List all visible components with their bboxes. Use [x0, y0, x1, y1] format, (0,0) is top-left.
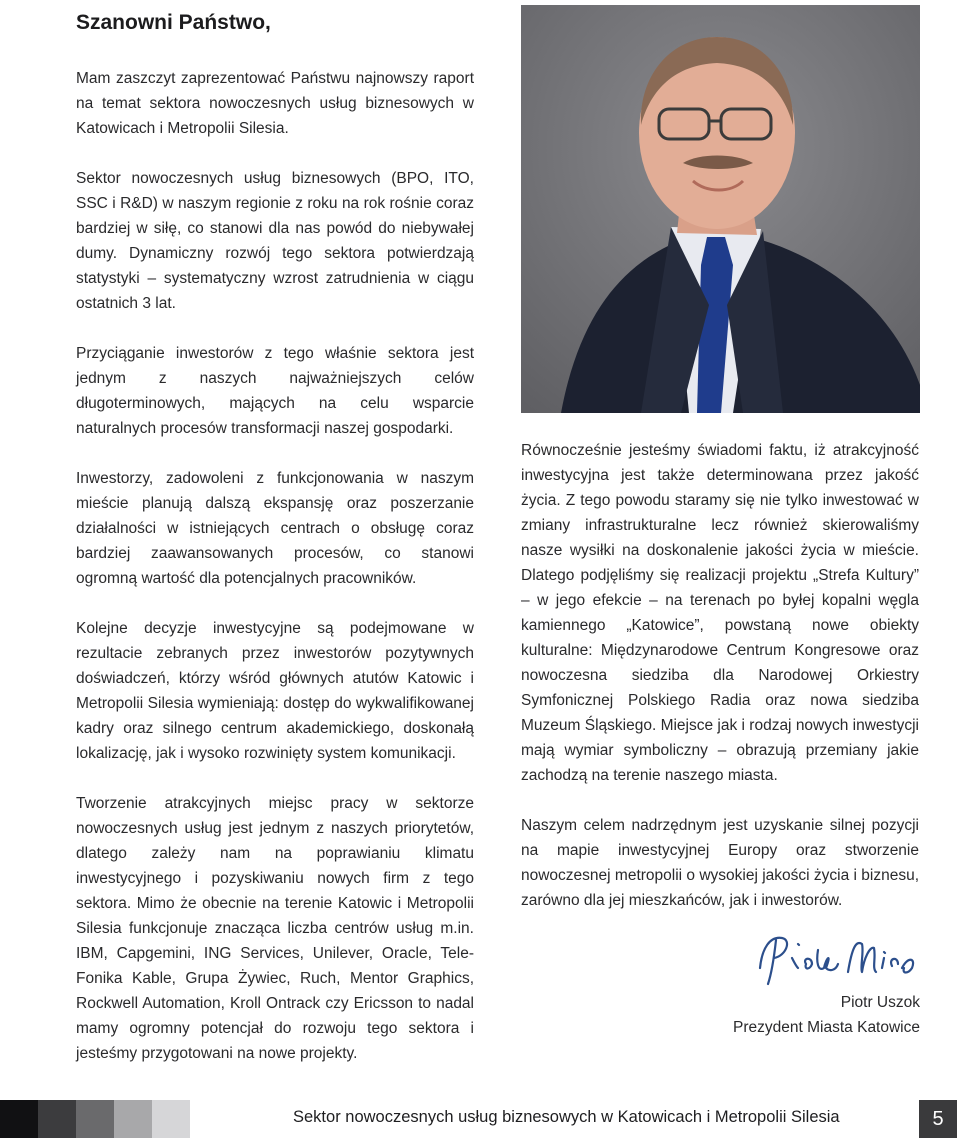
page-number: 5	[919, 1100, 957, 1138]
swatch	[152, 1100, 190, 1138]
paragraph: Przyciąganie inwestorów z tego właśnie sektora jest jednym z naszych najważniejszych celów długoterminowych, mających na celu wsparcie naturalnych procesów transformacji naszej gospodarki.	[76, 345, 474, 437]
swatch	[0, 1100, 38, 1138]
mayor-portrait-photo	[521, 5, 920, 413]
swatch	[38, 1100, 76, 1138]
greeting: Szanowni Państwo,	[76, 11, 271, 34]
paragraph: Inwestorzy, zadowoleni z funkcjonowania w naszym mieście planują dalszą ekspansję oraz poszerzanie działalności w istniejących centrach o obsługę coraz bardziej zaawansowanych procesów, co stanowi ogromną wartość dla potencjalnych pracowników.	[76, 470, 474, 587]
signature	[752, 928, 922, 990]
footer-title: Sektor nowoczesnych usług biznesowych w Katowicach i Metropolii Silesia	[293, 1108, 840, 1126]
footer-swatches	[0, 1100, 190, 1138]
signer-title: Prezydent Miasta Katowice	[733, 1019, 920, 1036]
portrait-illustration	[521, 5, 920, 413]
swatch	[76, 1100, 114, 1138]
paragraph: Mam zaszczyt zaprezentować Państwu najnowszy raport na temat sektora nowoczesnych usług biznesowych w Katowicach i Metropolii Silesia.	[76, 70, 474, 137]
paragraph: Naszym celem nadrzędnym jest uzyskanie silnej pozycji na mapie inwestycyjnej Europy oraz stworzenie nowoczesnej metropolii o wysokiej jakości życia i biznesu, zarówno dla jej mieszkańców, jak i inwestorów.	[521, 817, 920, 909]
signer-name: Piotr Uszok	[840, 994, 920, 1011]
paragraph: Sektor nowoczesnych usług biznesowych (BPO, ITO, SSC i R&D) w naszym regionie z roku na rok rośnie coraz bardziej w siłę, co stanowi dla nas powód do niebywałej dumy. Dynamiczny rozwój tego sektora potwierdzają statystyki – systematyczny wzrost zatrudnienia w ciągu ostatnich 3 lat.	[76, 170, 474, 312]
paragraph: Kolejne decyzje inwestycyjne są podejmowane w rezultacie zebranych przez inwestorów pozytywnych doświadczeń, którzy wśród głównych atutów Katowic i Metropolii Silesia wymieniają: dostęp do wykwalifikowanej kadry oraz silnego centrum akademickiego, doskonałą lokalizację, jak i wysoko rozwinięty system komunikacji.	[76, 620, 474, 762]
paragraph: Równocześnie jesteśmy świadomi faktu, iż atrakcyjność inwestycyjna jest także determinowana przez jakość życia. Z tego powodu staramy się nie tylko inwestować w zmiany infrastrukturalne lecz również skierowaliśmy nasze wysiłki na doskonalenie jakości życia w mieście. Dlatego podjęliśmy się realizacji projektu „Strefa Kultury” – w jego efekcie – na terenach po byłej kopalni węgla kamiennego „Katowice”, powstaną nowe obiekty kulturalne: Międzynarodowe Centrum Kongresowe oraz nowoczesna siedziba dla Narodowej Orkiestry Symfonicznej Polskiego Radia oraz nowa siedziba Muzeum Śląskiego. Miejsce jak i rodzaj nowych inwestycji mają wymiar symboliczny – obrazują przemiany jakie zachodzą na terenie naszego miasta.	[521, 442, 919, 784]
left-column	[76, 8, 474, 1091]
right-column	[521, 438, 919, 938]
swatch	[114, 1100, 152, 1138]
paragraph: Tworzenie atrakcyjnych miejsc pracy w sektorze nowoczesnych usług jest jednym z naszych priorytetów, dlatego zależy nam na poprawianiu klimatu inwestycyjnego i pozyskiwaniu nowych firm z tego sektora. Mimo że obecnie na terenie Katowic i Metropolii Silesia funkcjonuje znacząca liczba centrów usług m.in. IBM, Capgemini, ING Services, Unilever, Oracle, Tele-Fonika Kable, Grupa Żywiec, Ruch, Mentor Graphics, Rockwell Automation, Kroll Ontrack czy Ericsson to nadal mamy ogromny potencjał do rozwoju tego sektora i jesteśmy przygotowani na nowe projekty.	[76, 795, 474, 1062]
